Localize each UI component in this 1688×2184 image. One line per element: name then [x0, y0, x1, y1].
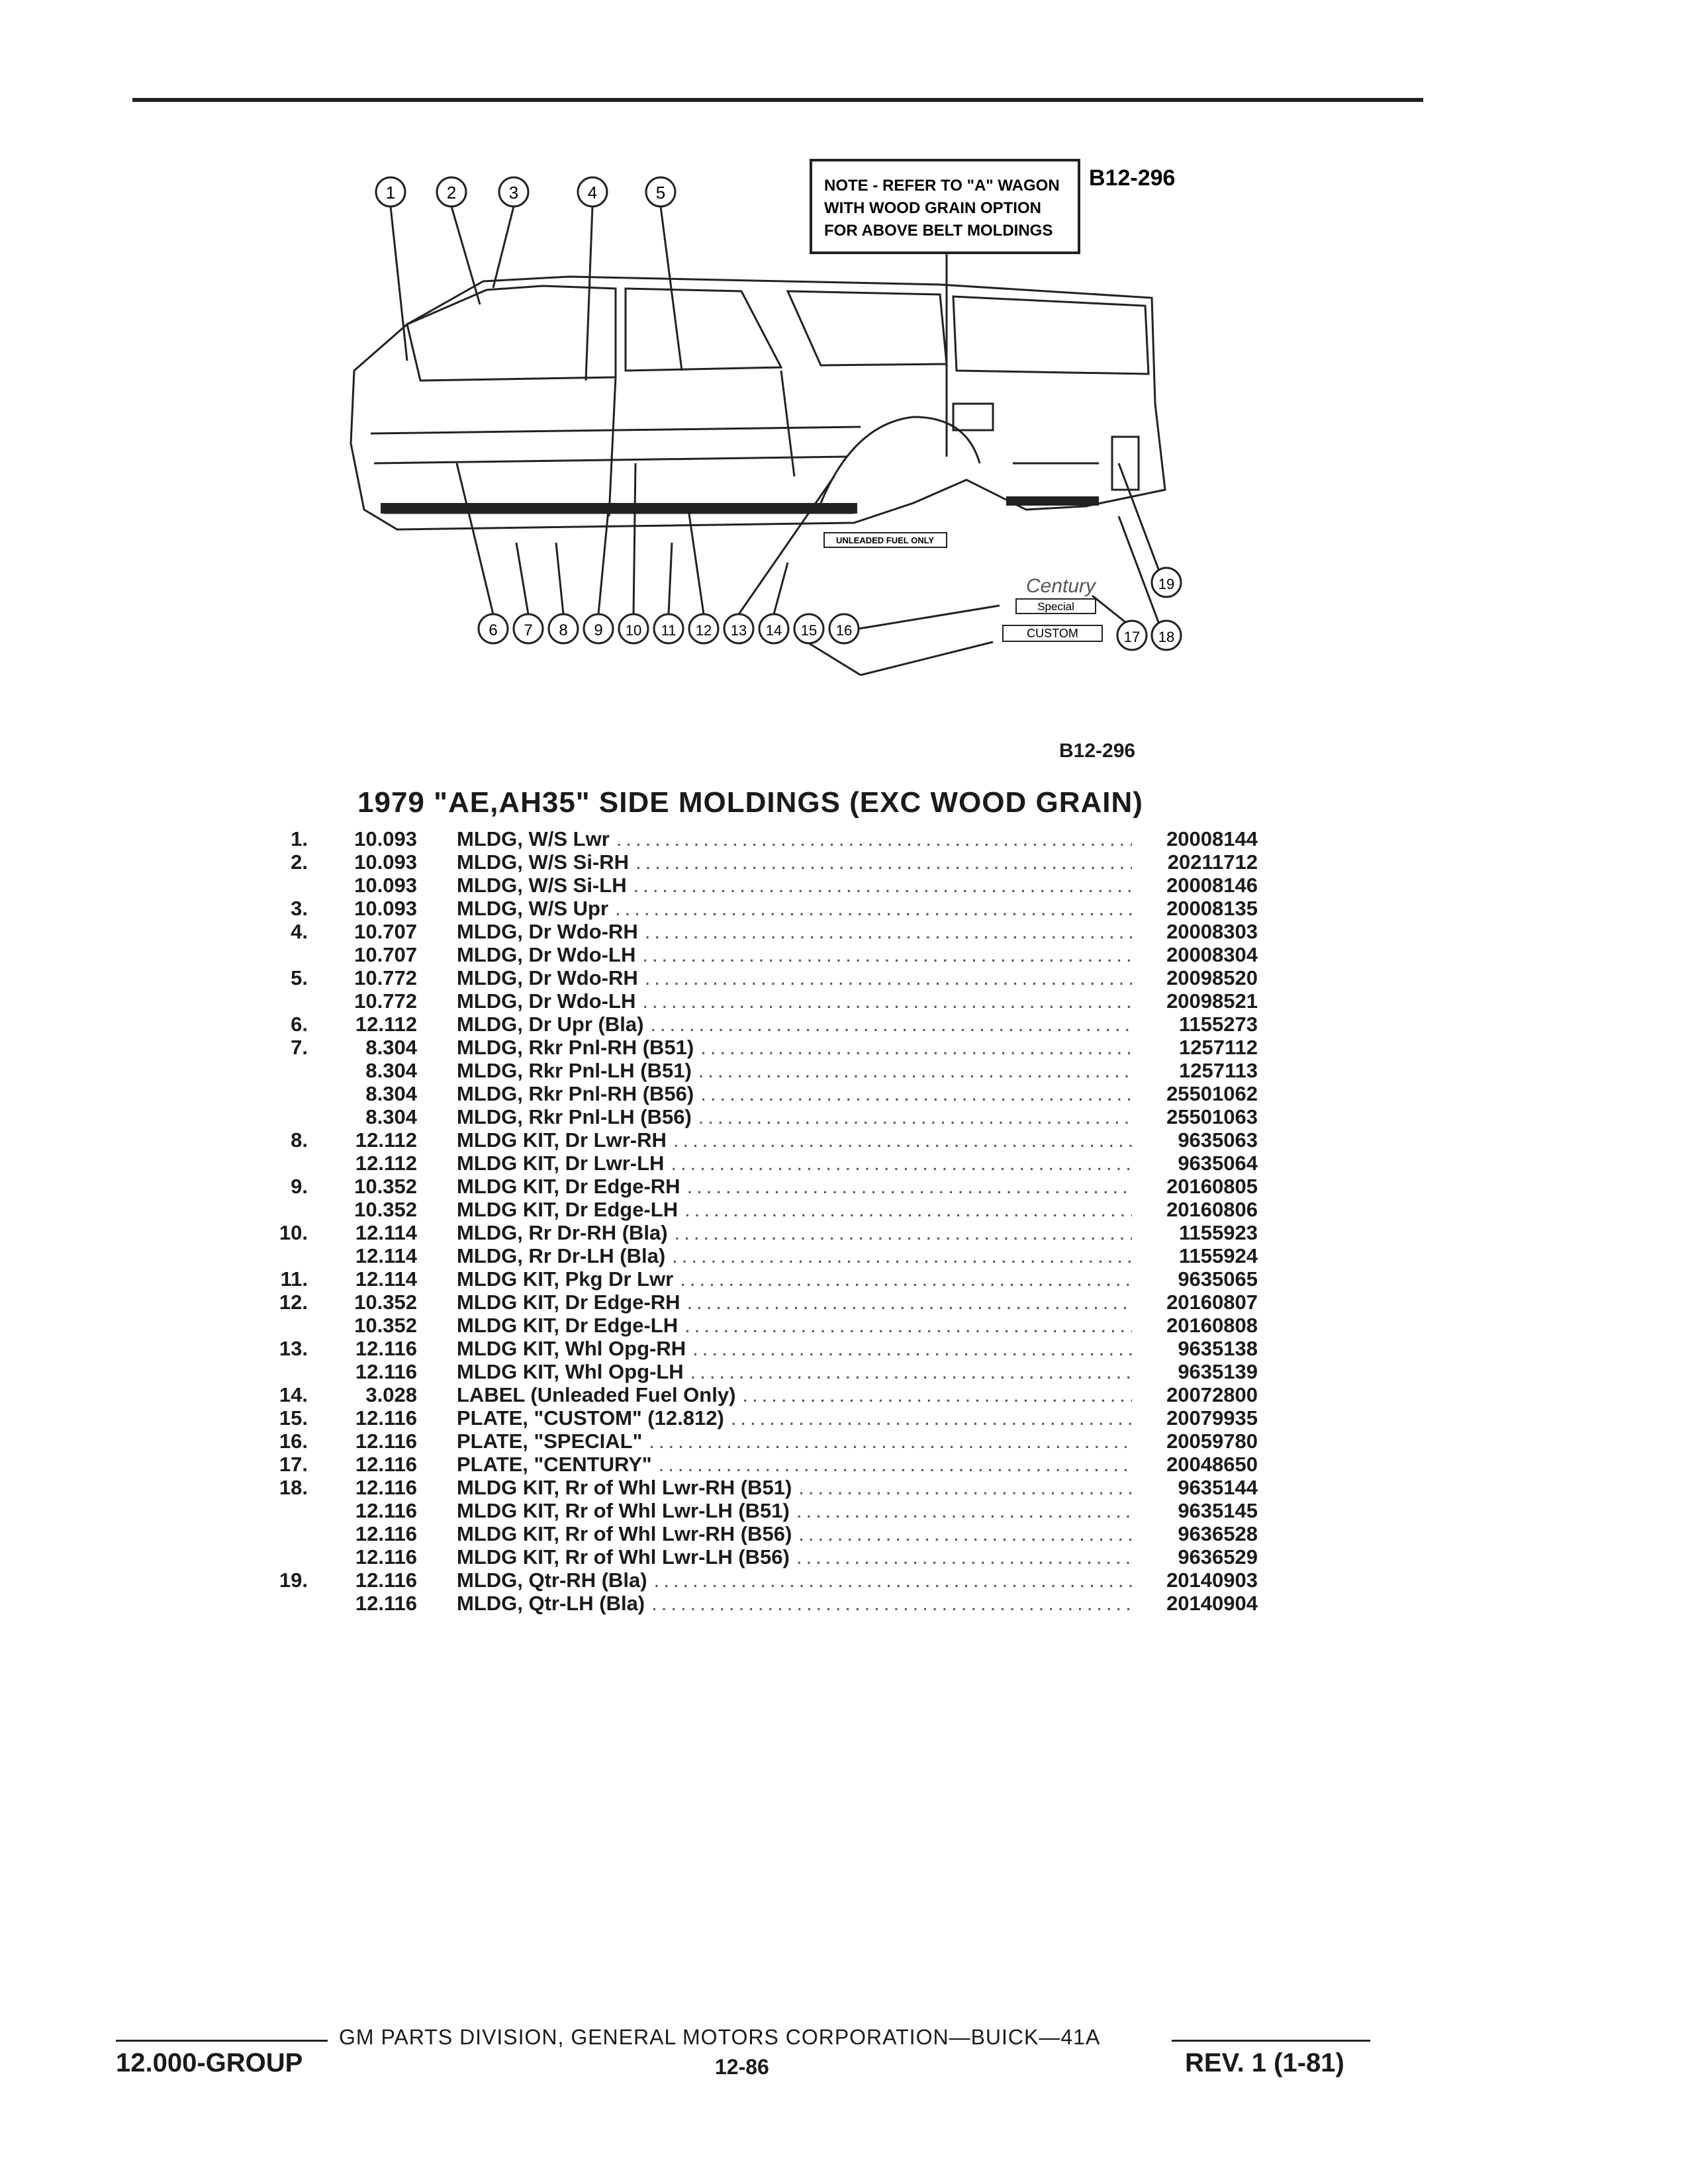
part-group: 10.352 — [354, 1291, 417, 1314]
part-description-cell — [457, 1128, 1132, 1152]
leader-dots — [698, 1105, 1132, 1128]
part-description-cell — [457, 966, 1132, 989]
part-index: 1. — [291, 827, 308, 850]
part-description: MLDG KIT, Dr Edge-LH — [457, 1314, 679, 1337]
part-row — [265, 1082, 1258, 1105]
part-group: 10.772 — [354, 989, 417, 1013]
part-index: 3. — [291, 897, 308, 920]
part-index: 10. — [279, 1221, 308, 1244]
callout-1: 1 — [385, 183, 396, 203]
part-index: 17. — [279, 1453, 308, 1476]
part-description: MLDG, Rkr Pnl-RH (B56) — [457, 1082, 694, 1105]
part-group: 12.114 — [355, 1244, 417, 1267]
part-row — [265, 1360, 1258, 1383]
part-group: 10.352 — [354, 1198, 417, 1221]
leader-dots — [642, 989, 1132, 1013]
part-row — [265, 1476, 1258, 1499]
part-number: 1257112 — [1179, 1036, 1258, 1059]
part-group: 10.093 — [354, 827, 417, 850]
part-description-cell — [457, 897, 1132, 920]
leader-dots — [651, 1592, 1132, 1615]
leader-dots — [654, 1569, 1132, 1592]
part-row — [265, 874, 1258, 897]
leader-dots — [798, 1476, 1132, 1499]
part-row — [265, 1244, 1258, 1267]
part-number: 9635139 — [1178, 1360, 1258, 1383]
leader-dots — [642, 943, 1132, 966]
note-line-2: WITH WOOD GRAIN OPTION — [824, 199, 1041, 217]
callout-2: 2 — [446, 183, 457, 203]
leader-dots — [650, 1013, 1132, 1036]
leader-dots — [645, 966, 1132, 989]
part-description: MLDG, W/S Lwr — [457, 827, 610, 850]
part-description-cell — [457, 1036, 1132, 1059]
part-group: 10.707 — [354, 943, 417, 966]
part-index: 18. — [279, 1476, 308, 1499]
diagram-figure-code: B12-296 — [1089, 165, 1176, 191]
part-row — [265, 1267, 1258, 1291]
part-row — [265, 966, 1258, 989]
part-description-cell — [457, 1545, 1132, 1569]
part-row — [265, 1499, 1258, 1522]
callout-18: 18 — [1158, 629, 1175, 645]
part-number: 9635065 — [1178, 1267, 1258, 1291]
callout-12: 12 — [695, 622, 712, 639]
part-description: MLDG KIT, Rr of Whl Lwr-LH (B56) — [457, 1545, 790, 1569]
part-index: 19. — [279, 1569, 308, 1592]
part-number: 20140904 — [1166, 1592, 1258, 1615]
part-index: 11. — [280, 1267, 308, 1291]
part-description-cell — [457, 1013, 1132, 1036]
rocker-molding — [381, 496, 1099, 514]
footer-group: 12.000-GROUP — [116, 2048, 303, 2077]
part-description-cell — [457, 1198, 1132, 1221]
callout-11: 11 — [661, 622, 677, 639]
wagon-illustration — [265, 132, 1324, 728]
part-row — [265, 1036, 1258, 1059]
part-number: 1155924 — [1179, 1244, 1258, 1267]
part-description: MLDG, W/S Si-RH — [457, 850, 630, 874]
part-group: 12.116 — [355, 1499, 417, 1522]
part-description-cell — [457, 1152, 1132, 1175]
leader-dots — [700, 1082, 1132, 1105]
part-description: PLATE, "SPECIAL" — [457, 1430, 643, 1453]
part-description-cell — [457, 1291, 1132, 1314]
part-description: MLDG KIT, Dr Edge-RH — [457, 1291, 680, 1314]
part-description: MLDG KIT, Dr Lwr-RH — [457, 1128, 667, 1152]
part-number: 9635064 — [1178, 1152, 1258, 1175]
leader-dots — [687, 1291, 1132, 1314]
part-description: MLDG, Dr Wdo-LH — [457, 943, 636, 966]
leader-dots — [731, 1406, 1132, 1430]
callout-5: 5 — [655, 183, 666, 203]
note-line-1: NOTE - REFER TO "A" WAGON — [824, 177, 1060, 195]
part-index: 6. — [291, 1013, 308, 1036]
leader-dots — [684, 1198, 1132, 1221]
part-description-cell — [457, 1059, 1132, 1082]
part-group: 12.116 — [355, 1522, 417, 1545]
part-row — [265, 1059, 1258, 1082]
callout-13: 13 — [730, 622, 747, 639]
part-index: 16. — [279, 1430, 308, 1453]
part-group: 3.028 — [365, 1383, 417, 1406]
footer-page-number: 12-86 — [715, 2055, 769, 2079]
part-number: 25501063 — [1166, 1105, 1258, 1128]
leader-dots — [687, 1175, 1132, 1198]
leader-dots — [659, 1453, 1132, 1476]
part-group: 8.304 — [365, 1082, 417, 1105]
part-group: 12.116 — [355, 1337, 417, 1360]
part-number: 9636529 — [1178, 1545, 1258, 1569]
part-number: 20140903 — [1166, 1569, 1258, 1592]
leader-dots — [796, 1499, 1132, 1522]
part-description: MLDG, Dr Wdo-RH — [457, 920, 638, 943]
part-description: MLDG, Qtr-RH (Bla) — [457, 1569, 647, 1592]
part-row — [265, 827, 1258, 850]
part-description: PLATE, "CENTURY" — [457, 1453, 652, 1476]
leader-dots — [690, 1360, 1132, 1383]
part-description-cell — [457, 1267, 1132, 1291]
part-description: MLDG, Rr Dr-RH (Bla) — [457, 1221, 668, 1244]
leader-dots — [680, 1267, 1132, 1291]
part-group: 10.772 — [354, 966, 417, 989]
part-number: 20098521 — [1166, 989, 1258, 1013]
part-number: 20160805 — [1166, 1175, 1258, 1198]
part-number: 9636528 — [1178, 1522, 1258, 1545]
part-row — [265, 1013, 1258, 1036]
part-row — [265, 1221, 1258, 1244]
part-number: 20211712 — [1167, 850, 1258, 874]
leader-dots — [645, 920, 1132, 943]
note-line-3: FOR ABOVE BELT MOLDINGS — [824, 222, 1053, 240]
part-description-cell — [457, 920, 1132, 943]
part-description-cell — [457, 1522, 1132, 1545]
part-description-cell — [457, 874, 1132, 897]
part-number: 20008304 — [1166, 943, 1258, 966]
part-description-cell — [457, 1453, 1132, 1476]
century-badge: Century — [1026, 575, 1096, 597]
part-description-cell — [457, 1476, 1132, 1499]
part-number: 9635145 — [1178, 1499, 1258, 1522]
part-description-cell — [457, 827, 1132, 850]
callout-17: 17 — [1123, 629, 1141, 645]
part-index: 15. — [279, 1406, 308, 1430]
part-description: MLDG KIT, Rr of Whl Lwr-RH (B51) — [457, 1476, 792, 1499]
callout-8: 8 — [559, 621, 568, 639]
part-description-cell — [457, 1592, 1132, 1615]
leader-dots — [615, 897, 1132, 920]
part-group: 12.116 — [355, 1592, 417, 1615]
callout-16: 16 — [835, 622, 853, 639]
part-description-cell — [457, 1360, 1132, 1383]
figure-label: B12-296 — [1059, 740, 1136, 762]
leader-dots — [672, 1244, 1132, 1267]
part-description: MLDG KIT, Rr of Whl Lwr-RH (B56) — [457, 1522, 792, 1545]
callout-7: 7 — [524, 621, 533, 639]
leader-dots — [796, 1545, 1132, 1569]
part-description-cell — [457, 1499, 1132, 1522]
part-index: 7. — [291, 1036, 308, 1059]
leader-dots — [616, 827, 1132, 850]
callouts-bottom — [457, 463, 1000, 675]
part-row — [265, 1430, 1258, 1453]
leader-dots — [673, 1128, 1132, 1152]
part-description: MLDG, Dr Upr (Bla) — [457, 1013, 644, 1036]
part-description: MLDG, W/S Si-LH — [457, 874, 627, 897]
part-number: 20048650 — [1166, 1453, 1258, 1476]
part-group: 8.304 — [365, 1105, 417, 1128]
leader-dots — [649, 1430, 1132, 1453]
part-description: MLDG KIT, Pkg Dr Lwr — [457, 1267, 674, 1291]
leader-dots — [798, 1522, 1132, 1545]
part-number: 25501062 — [1166, 1082, 1258, 1105]
part-number: 20072800 — [1166, 1383, 1258, 1406]
custom-badge: CUSTOM — [1027, 627, 1078, 640]
part-description: MLDG, Rkr Pnl-LH (B56) — [457, 1105, 692, 1128]
part-number: 9635063 — [1178, 1128, 1258, 1152]
vehicle-diagram — [265, 132, 1324, 728]
callout-14: 14 — [765, 622, 782, 639]
leader-dots — [671, 1152, 1132, 1175]
part-description: MLDG KIT, Dr Edge-RH — [457, 1175, 680, 1198]
parts-list — [265, 827, 1258, 1615]
part-description: MLDG KIT, Dr Edge-LH — [457, 1198, 679, 1221]
part-group: 12.112 — [355, 1152, 417, 1175]
part-number: 20160806 — [1166, 1198, 1258, 1221]
part-number: 9635138 — [1178, 1337, 1258, 1360]
part-group: 10.093 — [354, 897, 417, 920]
part-group: 12.116 — [355, 1360, 417, 1383]
part-description: MLDG KIT, Whl Opg-RH — [457, 1337, 686, 1360]
part-description-cell — [457, 1314, 1132, 1337]
leader-dots — [692, 1337, 1132, 1360]
part-description: MLDG, Qtr-LH (Bla) — [457, 1592, 645, 1615]
part-group: 12.116 — [355, 1453, 417, 1476]
part-group: 12.116 — [355, 1430, 417, 1453]
part-row — [265, 1522, 1258, 1545]
part-row — [265, 1128, 1258, 1152]
part-row — [265, 897, 1258, 920]
part-description: MLDG, Rr Dr-LH (Bla) — [457, 1244, 666, 1267]
part-row — [265, 1314, 1258, 1337]
part-number: 20079935 — [1166, 1406, 1258, 1430]
special-badge: Special — [1037, 600, 1074, 613]
part-index: 4. — [291, 920, 308, 943]
part-group: 10.707 — [354, 920, 417, 943]
top-rule — [132, 98, 1423, 102]
wagon-body — [351, 277, 1165, 529]
callout-9: 9 — [594, 621, 603, 639]
part-index: 8. — [291, 1128, 308, 1152]
part-row — [265, 850, 1258, 874]
leader-dots — [675, 1221, 1132, 1244]
part-description-cell — [457, 1337, 1132, 1360]
part-group: 12.116 — [355, 1569, 417, 1592]
leader-dots — [684, 1314, 1132, 1337]
part-group: 12.112 — [355, 1013, 417, 1036]
callout-10: 10 — [625, 622, 642, 639]
part-index: 5. — [291, 966, 308, 989]
part-index: 13. — [279, 1337, 308, 1360]
callout-4: 4 — [587, 183, 598, 203]
part-row — [265, 1175, 1258, 1198]
part-group: 10.093 — [354, 874, 417, 897]
part-description-cell — [457, 1175, 1132, 1198]
part-group: 12.112 — [355, 1128, 417, 1152]
part-row — [265, 1545, 1258, 1569]
unleaded-label: UNLEADED FUEL ONLY — [835, 535, 935, 545]
part-number: 20008303 — [1166, 920, 1258, 943]
part-description: MLDG KIT, Rr of Whl Lwr-LH (B51) — [457, 1499, 790, 1522]
part-description-cell — [457, 1383, 1132, 1406]
part-number: 1155923 — [1179, 1221, 1258, 1244]
part-description-cell — [457, 1244, 1132, 1267]
part-row — [265, 1592, 1258, 1615]
part-number: 20160808 — [1166, 1314, 1258, 1337]
part-description-cell — [457, 943, 1132, 966]
part-row — [265, 1291, 1258, 1314]
part-row — [265, 989, 1258, 1013]
part-group: 8.304 — [365, 1059, 417, 1082]
part-description: MLDG KIT, Dr Lwr-LH — [457, 1152, 665, 1175]
callouts-right — [1092, 463, 1181, 650]
section-title: 1979 "AE,AH35" SIDE MOLDINGS (EXC WOOD GRAIN) — [357, 786, 1143, 819]
part-number: 9635144 — [1178, 1476, 1258, 1499]
part-description-cell — [457, 1105, 1132, 1128]
part-row — [265, 1383, 1258, 1406]
part-description-cell — [457, 850, 1132, 874]
part-index: 14. — [279, 1383, 308, 1406]
part-description: MLDG, W/S Upr — [457, 897, 609, 920]
part-row — [265, 1105, 1258, 1128]
part-group: 12.114 — [355, 1221, 417, 1244]
part-row — [265, 920, 1258, 943]
part-description-cell — [457, 1221, 1132, 1244]
callout-19: 19 — [1158, 576, 1175, 592]
part-number: 20008146 — [1166, 874, 1258, 897]
part-description-cell — [457, 1406, 1132, 1430]
part-number: 20098520 — [1166, 966, 1258, 989]
footer-rule-left — [116, 2040, 328, 2042]
part-row — [265, 943, 1258, 966]
part-description: MLDG, Dr Wdo-LH — [457, 989, 636, 1013]
part-group: 10.352 — [354, 1175, 417, 1198]
callout-15: 15 — [800, 622, 818, 639]
part-description-cell — [457, 1082, 1132, 1105]
part-group: 10.093 — [354, 850, 417, 874]
leader-dots — [633, 874, 1132, 897]
part-number: 20008135 — [1166, 897, 1258, 920]
part-index: 2. — [291, 850, 308, 874]
leader-dots — [700, 1036, 1132, 1059]
footer-rule-right — [1172, 2040, 1370, 2042]
part-row — [265, 1198, 1258, 1221]
part-row — [265, 1453, 1258, 1476]
part-group: 8.304 — [365, 1036, 417, 1059]
footer-revision: REV. 1 (1-81) — [1185, 2048, 1344, 2077]
part-description: MLDG, Rkr Pnl-LH (B51) — [457, 1059, 692, 1082]
callout-6: 6 — [489, 621, 498, 639]
part-group: 12.114 — [355, 1267, 417, 1291]
part-description-cell — [457, 1569, 1132, 1592]
part-group: 12.116 — [355, 1406, 417, 1430]
footer-division: GM PARTS DIVISION, GENERAL MOTORS CORPORATION—BUICK—41A — [339, 2025, 1101, 2049]
part-description-cell — [457, 989, 1132, 1013]
part-index: 9. — [291, 1175, 308, 1198]
part-number: 20160807 — [1166, 1291, 1258, 1314]
part-description: MLDG, Dr Wdo-RH — [457, 966, 638, 989]
part-group: 12.116 — [355, 1545, 417, 1569]
part-number: 20059780 — [1166, 1430, 1258, 1453]
leader-dots — [635, 850, 1132, 874]
part-index: 12. — [279, 1291, 308, 1314]
part-number: 1155273 — [1179, 1013, 1258, 1036]
part-number: 1257113 — [1179, 1059, 1258, 1082]
part-row — [265, 1569, 1258, 1592]
part-description: MLDG, Rkr Pnl-RH (B51) — [457, 1036, 694, 1059]
part-description-cell — [457, 1430, 1132, 1453]
part-description: MLDG KIT, Whl Opg-LH — [457, 1360, 684, 1383]
part-description: PLATE, "CUSTOM" (12.812) — [457, 1406, 724, 1430]
leader-dots — [698, 1059, 1132, 1082]
part-description: LABEL (Unleaded Fuel Only) — [457, 1383, 736, 1406]
part-group: 10.352 — [354, 1314, 417, 1337]
part-number: 20008144 — [1166, 827, 1258, 850]
leader-dots — [742, 1383, 1132, 1406]
part-row — [265, 1337, 1258, 1360]
part-row — [265, 1406, 1258, 1430]
part-group: 12.116 — [355, 1476, 417, 1499]
part-row — [265, 1152, 1258, 1175]
callout-3: 3 — [508, 183, 519, 203]
